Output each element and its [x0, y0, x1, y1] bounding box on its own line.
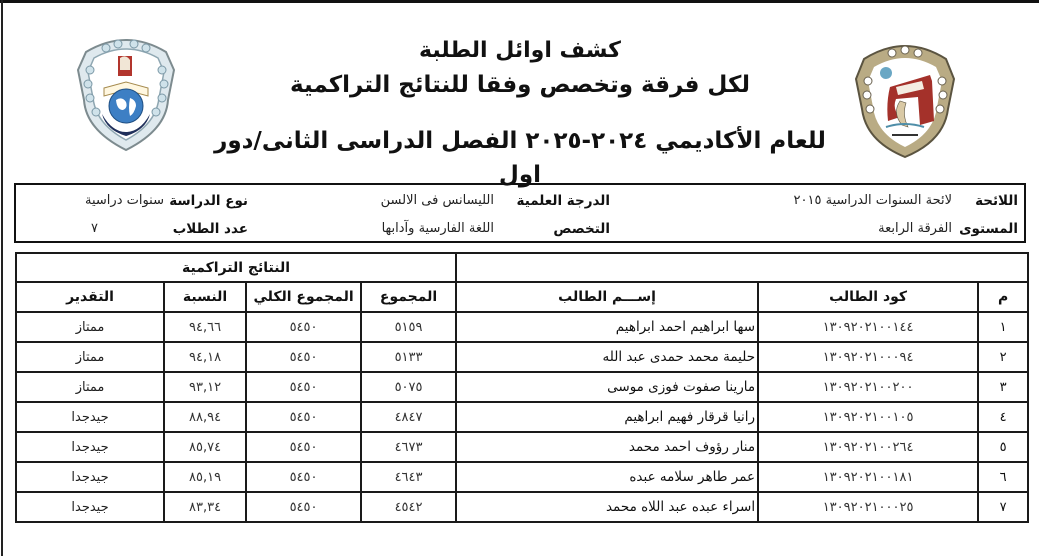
col-header-name: إســـم الطالب [456, 282, 758, 312]
grand-total: ٥٤٥٠ [246, 372, 361, 402]
page-title: كشف اوائل الطلبة [419, 38, 621, 63]
total: ٥١٥٩ [361, 312, 456, 342]
col-header-grade: التقدير [16, 282, 164, 312]
grade: جيدجدا [16, 462, 164, 492]
grade: جيدجدا [16, 492, 164, 522]
percentage: ٩٤,١٨ [164, 342, 246, 372]
col-header-grand-total: المجموع الكلي [246, 282, 361, 312]
total: ٥١٣٣ [361, 342, 456, 372]
total: ٤٥٤٢ [361, 492, 456, 522]
percentage: ٩٣,١٢ [164, 372, 246, 402]
total: ٤٨٤٧ [361, 402, 456, 432]
student-code: ١٣٠٩٢٠٢١٠٠١٤٤ [758, 312, 978, 342]
top-edge-bar [0, 0, 1039, 3]
student-code: ١٣٠٩٢٠٢١٠٠١٠٥ [758, 402, 978, 432]
percentage: ٨٣,٣٤ [164, 492, 246, 522]
row-index: ٢ [978, 342, 1028, 372]
student-name: عمر طاهر سلامه عبده [456, 462, 758, 492]
blank-header-cell [456, 253, 1028, 282]
results-table [15, 252, 1029, 523]
student-count-label: عدد الطلاب [172, 221, 248, 237]
table-row [16, 462, 1028, 492]
info-row-1 [16, 188, 1024, 214]
grand-total: ٥٤٥٠ [246, 402, 361, 432]
info-row-2 [16, 217, 1024, 243]
table-row [16, 432, 1028, 462]
student-code: ١٣٠٩٢٠٢١٠٠٢٠٠ [758, 372, 978, 402]
study-type-label: نوع الدراسة [169, 193, 248, 209]
faculty-logo [72, 30, 180, 154]
row-index: ٦ [978, 462, 1028, 492]
faculty-emblem-icon [72, 30, 180, 154]
student-name: رانيا قرقار فهيم ابراهيم [456, 402, 758, 432]
grade: ممتاز [16, 312, 164, 342]
info-box [14, 183, 1026, 243]
student-name: سها ابراهيم احمد ابراهيم [456, 312, 758, 342]
student-code: ١٣٠٩٢٠٢١٠٠٢٦٤ [758, 432, 978, 462]
regulation-value: لائحة السنوات الدراسية ٢٠١٥ [793, 193, 952, 208]
page-subtitle: لكل فرقة وتخصص وفقا للنتائج التراكمية [290, 72, 750, 98]
specialization-label: التخصص [553, 221, 610, 237]
row-index: ٥ [978, 432, 1028, 462]
percentage: ٨٨,٩٤ [164, 402, 246, 432]
grade: ممتاز [16, 372, 164, 402]
grand-total: ٥٤٥٠ [246, 492, 361, 522]
academic-year-heading: للعام الأكاديمي ٢٠٢٤-٢٠٢٥ الفصل الدراسى الثانى/دور اول [214, 128, 826, 188]
grade: جيدجدا [16, 432, 164, 462]
percentage: ٨٥,١٩ [164, 462, 246, 492]
total: ٤٦٤٣ [361, 462, 456, 492]
row-index: ٣ [978, 372, 1028, 402]
level-label: المستوى [959, 221, 1018, 237]
col-header-code: كود الطالب [758, 282, 978, 312]
university-emblem-icon [852, 37, 958, 159]
student-name: منار رؤوف احمد محمد [456, 432, 758, 462]
table-row [16, 372, 1028, 402]
student-name: حليمة محمد حمدى عبد الله [456, 342, 758, 372]
student-name: مارينا صفوت فوزى موسى [456, 372, 758, 402]
student-code: ١٣٠٩٢٠٢١٠٠٠٩٤ [758, 342, 978, 372]
student-name: اسراء عبده عبد اللاه محمد [456, 492, 758, 522]
cumulative-results-header: النتائج التراكمية [16, 253, 456, 282]
col-header-total: المجموع [361, 282, 456, 312]
row-index: ٧ [978, 492, 1028, 522]
student-code: ١٣٠٩٢٠٢١٠٠١٨١ [758, 462, 978, 492]
degree-label: الدرجة العلمية [516, 193, 610, 209]
grade: ممتاز [16, 342, 164, 372]
row-index: ٤ [978, 402, 1028, 432]
student-code: ١٣٠٩٢٠٢١٠٠٠٢٥ [758, 492, 978, 522]
grand-total: ٥٤٥٠ [246, 432, 361, 462]
left-edge-line [1, 0, 3, 556]
total: ٤٦٧٣ [361, 432, 456, 462]
level-value: الفرقة الرابعة [878, 221, 952, 236]
percentage: ٩٤,٦٦ [164, 312, 246, 342]
row-index: ١ [978, 312, 1028, 342]
grand-total: ٥٤٥٠ [246, 312, 361, 342]
grand-total: ٥٤٥٠ [246, 462, 361, 492]
grand-total: ٥٤٥٠ [246, 342, 361, 372]
table-row [16, 342, 1028, 372]
col-header-index: م [978, 282, 1028, 312]
university-logo [852, 37, 958, 159]
grade: جيدجدا [16, 402, 164, 432]
table-row [16, 492, 1028, 522]
col-header-percentage: النسبة [164, 282, 246, 312]
degree-value: الليسانس فى الالسن [380, 193, 494, 208]
study-type-value: سنوات دراسية [85, 193, 164, 208]
table-row [16, 312, 1028, 342]
table-group-header-row [16, 253, 1028, 282]
table-row [16, 402, 1028, 432]
regulation-label: اللائحة [975, 193, 1018, 209]
percentage: ٨٥,٧٤ [164, 432, 246, 462]
student-count-value: ٧ [91, 221, 98, 236]
total: ٥٠٧٥ [361, 372, 456, 402]
specialization-value: اللغة الفارسية وآدابها [381, 221, 494, 236]
table-header-row [16, 282, 1028, 312]
